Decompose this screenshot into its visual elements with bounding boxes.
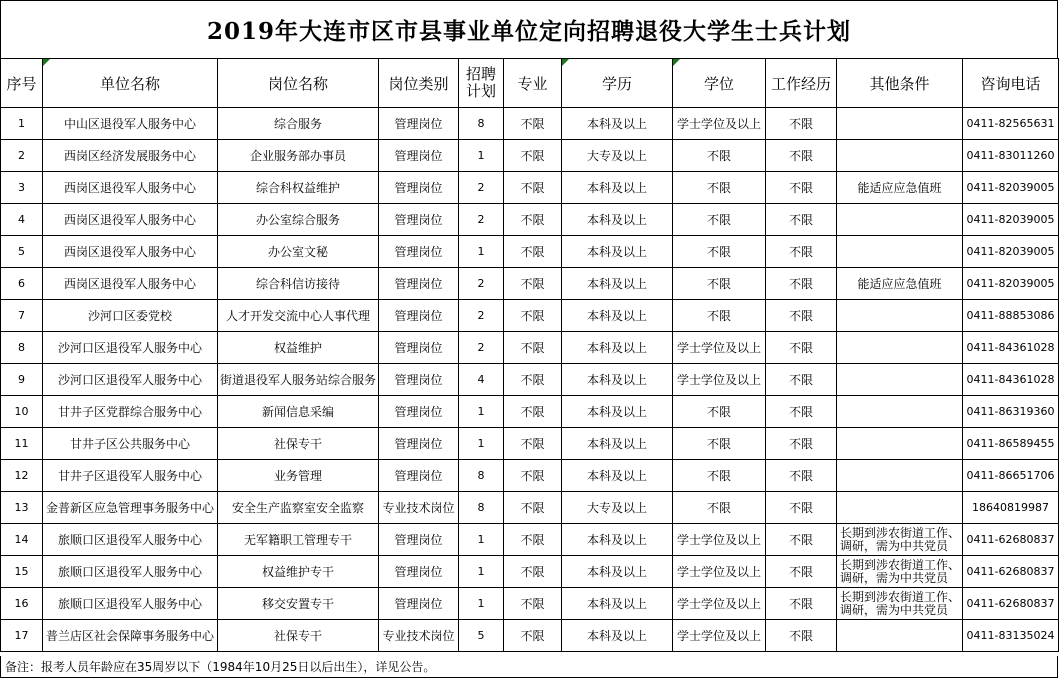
cell-education: 本科及以上 (562, 556, 673, 588)
cell-plan: 1 (459, 396, 504, 428)
cell-post: 权益维护专干 (218, 556, 379, 588)
cell-phone: 0411-82039005 (963, 236, 1059, 268)
cell-no: 7 (1, 300, 43, 332)
cell-phone: 0411-86589455 (963, 428, 1059, 460)
cell-plan: 2 (459, 300, 504, 332)
cell-education: 大专及以上 (562, 140, 673, 172)
cell-post: 办公室文秘 (218, 236, 379, 268)
cell-no: 5 (1, 236, 43, 268)
table-header-row (1, 59, 1059, 108)
cell-degree: 不限 (673, 172, 766, 204)
cell-major: 不限 (504, 268, 562, 300)
cell-plan: 2 (459, 204, 504, 236)
cell-major: 不限 (504, 236, 562, 268)
cell-no: 1 (1, 108, 43, 140)
table-row (1, 460, 1059, 492)
cell-major: 不限 (504, 140, 562, 172)
header-education (562, 59, 673, 108)
cell-major: 不限 (504, 428, 562, 460)
cell-education: 本科及以上 (562, 620, 673, 652)
cell-major: 不限 (504, 492, 562, 524)
cell-post: 安全生产监察室安全监察 (218, 492, 379, 524)
header-degree (673, 59, 766, 108)
cell-no: 9 (1, 364, 43, 396)
cell-unit: 甘井子区退役军人服务中心 (43, 460, 218, 492)
cell-degree: 学士学位及以上 (673, 588, 766, 620)
header-no: 序号 (1, 59, 43, 108)
page-title: 2019年大连市区市县事业单位定向招聘退役大学生士兵计划 (0, 0, 1058, 58)
cell-category: 专业技术岗位 (379, 620, 459, 652)
table-row (1, 172, 1059, 204)
cell-phone: 18640819987 (963, 492, 1059, 524)
cell-experience: 不限 (766, 140, 837, 172)
cell-unit: 西岗区经济发展服务中心 (43, 140, 218, 172)
cell-plan: 1 (459, 556, 504, 588)
cell-other-conditions (837, 492, 963, 524)
cell-unit: 普兰店区社会保障事务服务中心 (43, 620, 218, 652)
cell-major: 不限 (504, 556, 562, 588)
cell-phone: 0411-82039005 (963, 268, 1059, 300)
header-unit-label: 单位名称 (99, 74, 160, 93)
cell-degree: 不限 (673, 140, 766, 172)
cell-category: 管理岗位 (379, 460, 459, 492)
cell-plan: 1 (459, 588, 504, 620)
table-row (1, 396, 1059, 428)
cell-education: 本科及以上 (562, 524, 673, 556)
cell-category: 管理岗位 (379, 364, 459, 396)
cell-degree: 不限 (673, 460, 766, 492)
cell-phone: 0411-82039005 (963, 204, 1059, 236)
table-row (1, 524, 1059, 556)
cell-other-conditions (837, 140, 963, 172)
cell-education: 本科及以上 (562, 428, 673, 460)
cell-major: 不限 (504, 300, 562, 332)
cell-post: 办公室综合服务 (218, 204, 379, 236)
cell-education: 本科及以上 (562, 300, 673, 332)
cell-unit: 中山区退役军人服务中心 (43, 108, 218, 140)
cell-category: 管理岗位 (379, 236, 459, 268)
cell-other-conditions (837, 460, 963, 492)
cell-no: 15 (1, 556, 43, 588)
cell-major: 不限 (504, 364, 562, 396)
cell-plan: 8 (459, 108, 504, 140)
cell-degree: 不限 (673, 396, 766, 428)
cell-other-conditions: 能适应应急值班 (837, 172, 963, 204)
cell-unit: 甘井子区公共服务中心 (43, 428, 218, 460)
cell-major: 不限 (504, 524, 562, 556)
cell-category: 管理岗位 (379, 332, 459, 364)
cell-post: 新闻信息采编 (218, 396, 379, 428)
cell-plan: 2 (459, 268, 504, 300)
cell-experience: 不限 (766, 588, 837, 620)
cell-post: 综合服务 (218, 108, 379, 140)
cell-unit: 旅顺口区退役军人服务中心 (43, 524, 218, 556)
cell-education: 本科及以上 (562, 460, 673, 492)
table-row (1, 620, 1059, 652)
header-plan (459, 59, 504, 108)
cell-major: 不限 (504, 460, 562, 492)
cell-unit: 旅顺口区退役军人服务中心 (43, 588, 218, 620)
cell-plan: 5 (459, 620, 504, 652)
table-row (1, 140, 1059, 172)
cell-phone: 0411-88853086 (963, 300, 1059, 332)
cell-category: 管理岗位 (379, 428, 459, 460)
cell-plan: 4 (459, 364, 504, 396)
cell-no: 6 (1, 268, 43, 300)
cell-other-conditions: 长期到涉农街道工作、调研，需为中共党员 (837, 556, 963, 588)
cell-other-conditions (837, 300, 963, 332)
cell-education: 本科及以上 (562, 364, 673, 396)
cell-unit: 西岗区退役军人服务中心 (43, 172, 218, 204)
cell-post: 人才开发交流中心人事代理 (218, 300, 379, 332)
cell-experience: 不限 (766, 172, 837, 204)
cell-post: 业务管理 (218, 460, 379, 492)
cell-experience: 不限 (766, 204, 837, 236)
cell-experience: 不限 (766, 364, 837, 396)
cell-plan: 1 (459, 140, 504, 172)
cell-education: 本科及以上 (562, 588, 673, 620)
cell-post: 社保专干 (218, 428, 379, 460)
cell-unit: 西岗区退役军人服务中心 (43, 204, 218, 236)
header-education-label: 学历 (601, 74, 632, 93)
cell-degree: 不限 (673, 236, 766, 268)
cell-no: 17 (1, 620, 43, 652)
cell-category: 管理岗位 (379, 268, 459, 300)
cell-degree: 学士学位及以上 (673, 332, 766, 364)
cell-no: 14 (1, 524, 43, 556)
header-phone: 咨询电话 (963, 59, 1059, 108)
cell-no: 2 (1, 140, 43, 172)
cell-no: 13 (1, 492, 43, 524)
cell-category: 管理岗位 (379, 396, 459, 428)
cell-unit: 沙河口区退役军人服务中心 (43, 364, 218, 396)
cell-post: 移交安置专干 (218, 588, 379, 620)
cell-no: 4 (1, 204, 43, 236)
cell-plan: 8 (459, 492, 504, 524)
cell-unit: 西岗区退役军人服务中心 (43, 236, 218, 268)
cell-unit: 西岗区退役军人服务中心 (43, 268, 218, 300)
cell-phone: 0411-82039005 (963, 172, 1059, 204)
cell-no: 8 (1, 332, 43, 364)
cell-experience: 不限 (766, 268, 837, 300)
cell-experience: 不限 (766, 524, 837, 556)
cell-plan: 2 (459, 332, 504, 364)
table-row (1, 364, 1059, 396)
cell-major: 不限 (504, 204, 562, 236)
cell-category: 管理岗位 (379, 172, 459, 204)
header-unit (43, 59, 218, 108)
cell-experience: 不限 (766, 396, 837, 428)
cell-experience: 不限 (766, 236, 837, 268)
table-row (1, 428, 1059, 460)
cell-education: 本科及以上 (562, 108, 673, 140)
cell-no: 16 (1, 588, 43, 620)
cell-no: 11 (1, 428, 43, 460)
cell-other-conditions (837, 396, 963, 428)
cell-no: 3 (1, 172, 43, 204)
cell-plan: 8 (459, 460, 504, 492)
table-row (1, 588, 1059, 620)
cell-education: 本科及以上 (562, 236, 673, 268)
footnote: 备注：报考人员年龄应在35周岁以下（1984年10月25日以后出生），详见公告。 (0, 656, 1058, 678)
cell-major: 不限 (504, 108, 562, 140)
cell-experience: 不限 (766, 492, 837, 524)
cell-plan: 1 (459, 524, 504, 556)
cell-post: 综合科信访接待 (218, 268, 379, 300)
cell-education: 本科及以上 (562, 204, 673, 236)
cell-phone: 0411-84361028 (963, 364, 1059, 396)
cell-post: 街道退役军人服务站综合服务 (218, 364, 379, 396)
cell-experience: 不限 (766, 300, 837, 332)
cell-degree: 学士学位及以上 (673, 108, 766, 140)
cell-phone: 0411-62680837 (963, 588, 1059, 620)
cell-no: 10 (1, 396, 43, 428)
cell-education: 本科及以上 (562, 172, 673, 204)
cell-plan: 2 (459, 172, 504, 204)
cell-phone: 0411-62680837 (963, 556, 1059, 588)
cell-unit: 旅顺口区退役军人服务中心 (43, 556, 218, 588)
cell-category: 专业技术岗位 (379, 492, 459, 524)
header-marker (562, 59, 569, 66)
cell-degree: 学士学位及以上 (673, 364, 766, 396)
cell-major: 不限 (504, 332, 562, 364)
cell-major: 不限 (504, 396, 562, 428)
table-row (1, 332, 1059, 364)
table-row (1, 204, 1059, 236)
cell-experience: 不限 (766, 460, 837, 492)
cell-post: 无军籍职工管理专干 (218, 524, 379, 556)
cell-phone: 0411-62680837 (963, 524, 1059, 556)
table-row (1, 556, 1059, 588)
cell-no: 12 (1, 460, 43, 492)
cell-education: 本科及以上 (562, 396, 673, 428)
cell-other-conditions (837, 204, 963, 236)
cell-post: 企业服务部办事员 (218, 140, 379, 172)
cell-degree: 不限 (673, 204, 766, 236)
cell-other-conditions (837, 620, 963, 652)
header-plan-label: 招聘计划 (466, 65, 497, 100)
cell-phone: 0411-82565631 (963, 108, 1059, 140)
cell-unit: 沙河口区退役军人服务中心 (43, 332, 218, 364)
header-post: 岗位名称 (218, 59, 379, 108)
cell-education: 本科及以上 (562, 268, 673, 300)
cell-plan: 1 (459, 428, 504, 460)
header-category: 岗位类别 (379, 59, 459, 108)
cell-education: 本科及以上 (562, 332, 673, 364)
table-row (1, 492, 1059, 524)
cell-phone: 0411-86651706 (963, 460, 1059, 492)
cell-major: 不限 (504, 588, 562, 620)
cell-degree: 学士学位及以上 (673, 556, 766, 588)
header-degree-label: 学位 (703, 74, 734, 93)
recruitment-table (0, 58, 1059, 652)
cell-other-conditions (837, 332, 963, 364)
cell-degree: 学士学位及以上 (673, 524, 766, 556)
cell-other-conditions (837, 364, 963, 396)
cell-category: 管理岗位 (379, 524, 459, 556)
table-row (1, 108, 1059, 140)
header-major: 专业 (504, 59, 562, 108)
cell-degree: 学士学位及以上 (673, 620, 766, 652)
cell-category: 管理岗位 (379, 108, 459, 140)
cell-plan: 1 (459, 236, 504, 268)
cell-other-conditions: 长期到涉农街道工作、调研，需为中共党员 (837, 588, 963, 620)
cell-education: 大专及以上 (562, 492, 673, 524)
cell-unit: 甘井子区党群综合服务中心 (43, 396, 218, 428)
cell-post: 综合科权益维护 (218, 172, 379, 204)
cell-post: 社保专干 (218, 620, 379, 652)
cell-category: 管理岗位 (379, 140, 459, 172)
cell-degree: 不限 (673, 492, 766, 524)
table-row (1, 300, 1059, 332)
cell-experience: 不限 (766, 428, 837, 460)
table-row (1, 236, 1059, 268)
cell-unit: 金普新区应急管理事务服务中心 (43, 492, 218, 524)
cell-major: 不限 (504, 620, 562, 652)
cell-other-conditions (837, 236, 963, 268)
cell-other-conditions (837, 108, 963, 140)
cell-degree: 不限 (673, 428, 766, 460)
header-marker (673, 59, 680, 66)
cell-category: 管理岗位 (379, 300, 459, 332)
cell-phone: 0411-84361028 (963, 332, 1059, 364)
cell-phone: 0411-83011260 (963, 140, 1059, 172)
cell-category: 管理岗位 (379, 556, 459, 588)
cell-other-conditions (837, 428, 963, 460)
cell-experience: 不限 (766, 620, 837, 652)
header-other: 其他条件 (837, 59, 963, 108)
cell-degree: 不限 (673, 268, 766, 300)
cell-major: 不限 (504, 172, 562, 204)
table-row (1, 268, 1059, 300)
cell-experience: 不限 (766, 332, 837, 364)
cell-experience: 不限 (766, 108, 837, 140)
cell-category: 管理岗位 (379, 588, 459, 620)
header-experience: 工作经历 (766, 59, 837, 108)
cell-degree: 不限 (673, 300, 766, 332)
cell-phone: 0411-86319360 (963, 396, 1059, 428)
cell-category: 管理岗位 (379, 204, 459, 236)
cell-unit: 沙河口区委党校 (43, 300, 218, 332)
cell-phone: 0411-83135024 (963, 620, 1059, 652)
cell-other-conditions: 长期到涉农街道工作、调研，需为中共党员 (837, 524, 963, 556)
cell-post: 权益维护 (218, 332, 379, 364)
header-marker (43, 59, 50, 66)
cell-other-conditions: 能适应应急值班 (837, 268, 963, 300)
cell-experience: 不限 (766, 556, 837, 588)
